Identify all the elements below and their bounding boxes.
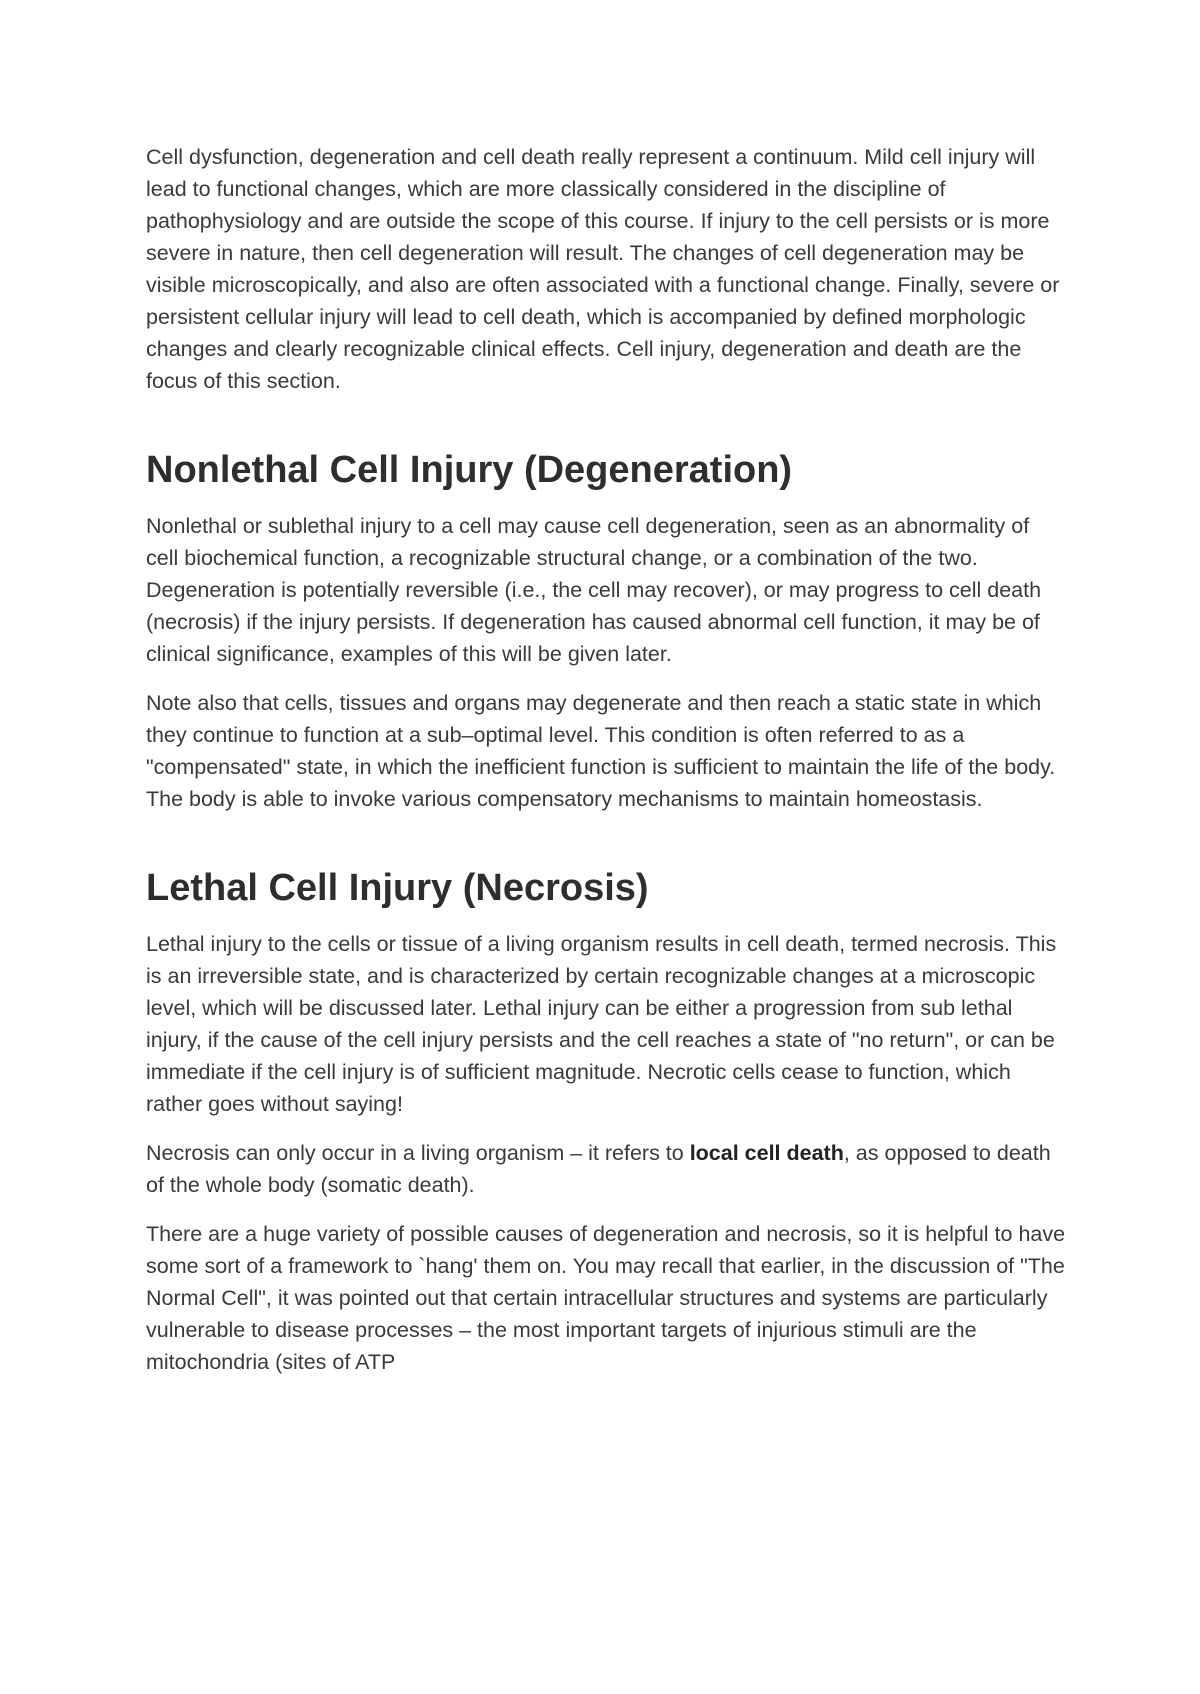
lethal-paragraph-1: Lethal injury to the cells or tissue of a living organism results in cell death, termed necrosis. This is an irreversible state, and is characterized by certain recognizable changes at a microscopic level, which will be discussed later. Lethal injury can be either a progression from sub lethal injury, if the cause of the cell injury persists and the cell reaches a state of "no return", or can be immediate if the cell injury is of sufficient magnitude. Necrotic cells cease to function, which rather goes without saying! <box>146 932 1057 1116</box>
nonlethal-paragraph-2: Note also that cells, tissues and organs may degenerate and then reach a static state in which they continue to function at a sub–optimal level. This condition is often referred to as a "compensated" state, in which the inefficient function is sufficient to maintain the life of the body. The body is able to invoke various compensatory mechanisms to maintain homeostasis. <box>146 691 1056 811</box>
lethal-paragraph-2-end: , as opposed to death of the whole body (somatic death). <box>146 1141 1051 1197</box>
nonlethal-paragraph-1: Nonlethal or sublethal injury to a cell may cause cell degeneration, seen as an abnormality of cell biochemical function, a recognizable structural change, or a combination of the two. Degeneration is potentially reversible (i.e., the cell may recover), or may progress to cell death (necrosis) if the injury persists. If degeneration has caused abnormal cell function, it may be of clinical significance, examples of this will be given later. <box>146 514 1042 666</box>
intro-paragraph: Cell dysfunction, degeneration and cell death really represent a continuum. Mild cell injury will lead to functional changes, which are more classically considered in the discipline of pathophysiology and are outside the scope of this course. If injury to the cell persists or is more severe in nature, then cell degeneration will result. The changes of cell degeneration may be visible microscopically, and also are often associated with a functional change. Finally, severe or persistent cellular injury will lead to cell death, which is accompanied by defined morphologic changes and clearly recognizable clinical effects. Cell injury, degeneration and death are the focus of this section. <box>146 145 1060 393</box>
lethal-paragraph-3: There are a huge variety of possible causes of degeneration and necrosis, so it is helpful to have some sort of a framework to `hang' them on. You may recall that earlier, in the discussion of "The Normal Cell", it was pointed out that certain intracellular structures and systems are particularly vulnerable to disease processes – the most important targets of injurious stimuli are the mitochondria (sites of ATP <box>146 1222 1066 1374</box>
lethal-paragraph-2-start: Necrosis can only occur in a living organism – it refers to <box>146 1141 690 1165</box>
nonlethal-heading: Nonlethal Cell Injury (Degeneration) <box>146 449 793 491</box>
document-page <box>146 141 1066 1395</box>
lethal-heading: Lethal Cell Injury (Necrosis) <box>146 867 649 909</box>
local-cell-death-term: local cell death <box>689 1141 844 1165</box>
lethal-paragraph-2 <box>146 1137 1066 1201</box>
